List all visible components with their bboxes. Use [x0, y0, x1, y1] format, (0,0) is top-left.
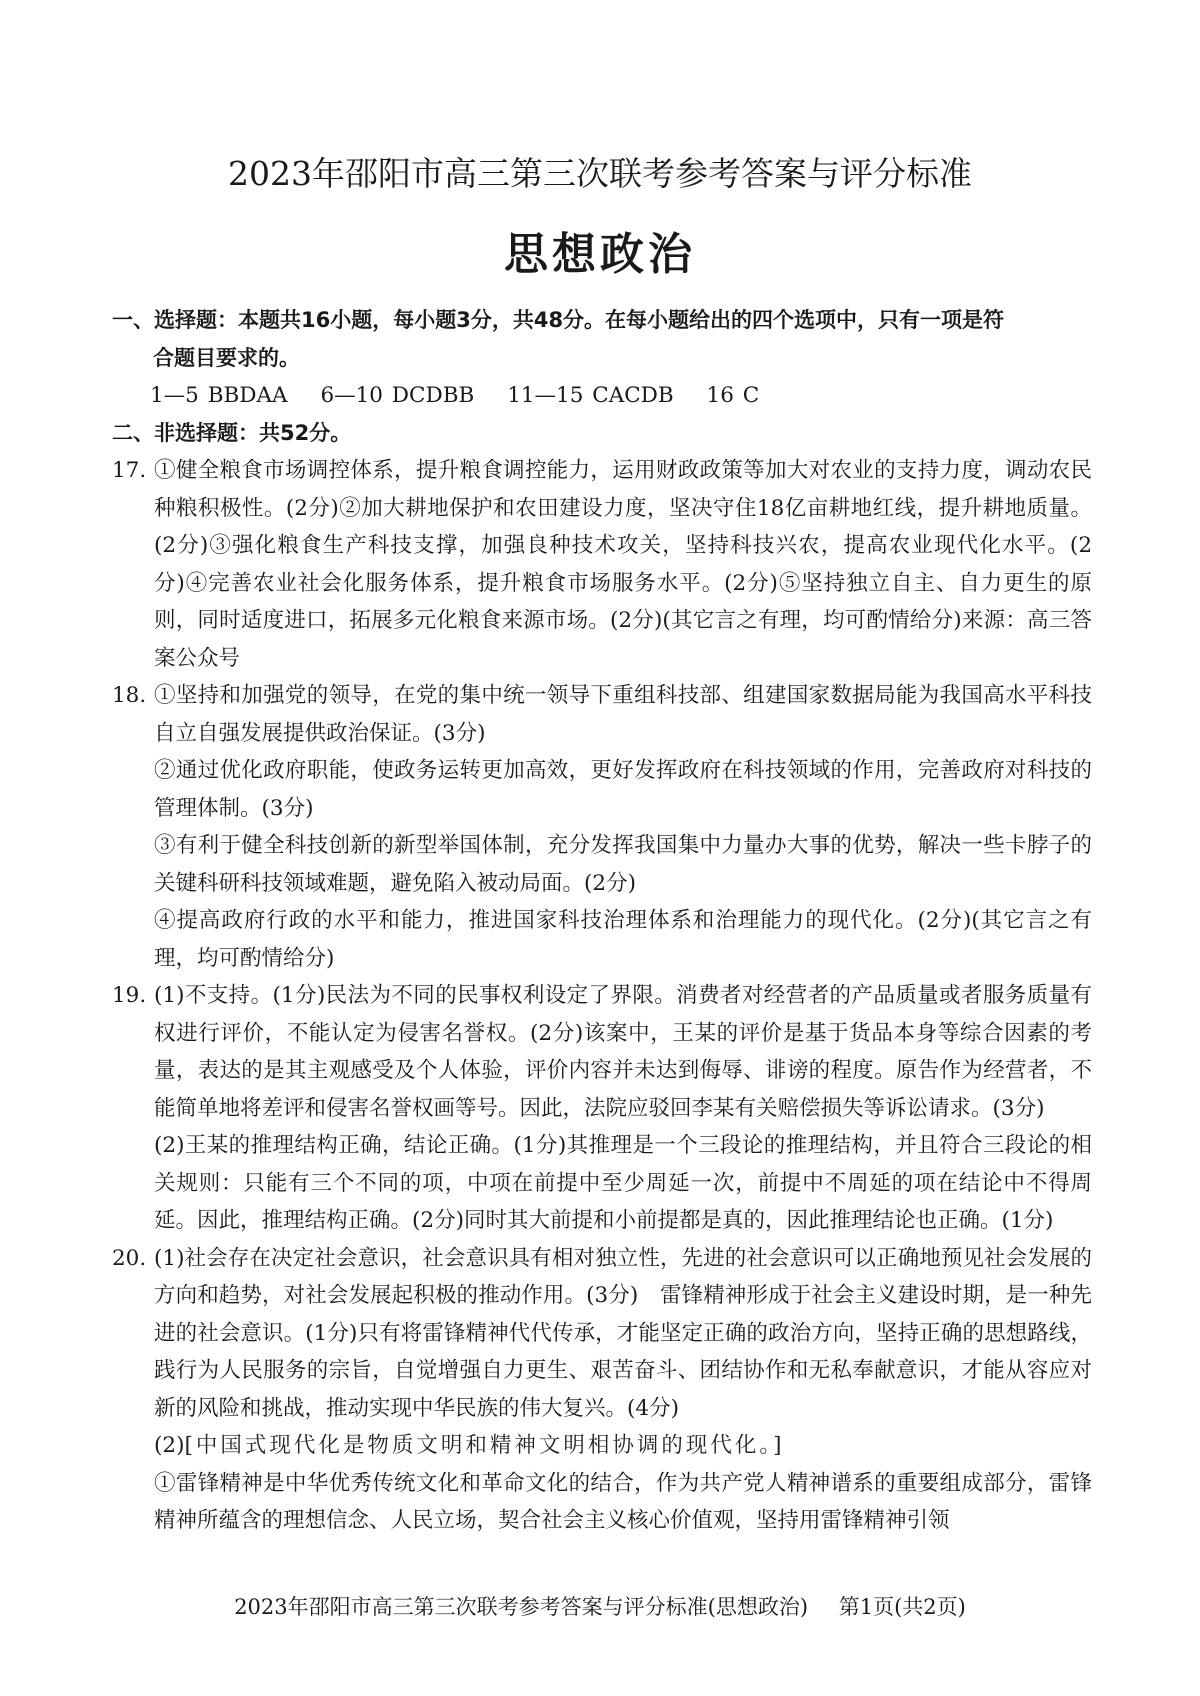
answer-part: (2)王某的推理结构正确，结论正确。(1分)其推理是一个三段论的推理结构，并且符合三段论的相关规则：只能有三个不同的项，中项在前提中至少周延一次，前提中不周延的项在结论中不得周延。因此，推理结构正确。(2分)同时其大前提和小前提都是真的，因此推理结论也正确。(1分): [154, 1133, 1092, 1233]
document-body: [112, 302, 1092, 1540]
answer-point: ③有利于健全科技创新的新型举国体制，充分发挥我国集中力量办大事的优势，解决一些卡脖子的关键科研科技领域难题，避免陷入被动局面。(2分): [154, 833, 1092, 896]
answer-part: (1)不支持。(1分)民法为不同的民事权利设定了界限。消费者对经营者的产品质量或者服务质量有权进行评价，不能认定为侵害名誉权。(2分)该案中，王某的评价是基于货品本身等综合因素的考量，表达的是其主观感受及个人体验，评价内容并未达到侮辱、诽谤的程度。原告作为经营者，不能简单地将差评和侵害名誉权画等号。因此，法院应驳回李某有关赔偿损失等诉讼请求。(3分): [154, 983, 1092, 1121]
answer-point: ①坚持和加强党的领导，在党的集中统一领导下重组科技部、组建国家数据局能为我国高水平科技自立自强发展提供政治保证。(3分): [154, 683, 1092, 746]
question-19: [112, 977, 1092, 1240]
answer-point: ④提高政府行政的水平和能力，推进国家科技治理体系和治理能力的现代化。(2分)(其它言之有理，均可酌情给分): [154, 908, 1092, 971]
question-17: [112, 452, 1092, 677]
section1-heading-line2: 合题目要求的。: [153, 345, 300, 370]
answer-key: [112, 377, 1092, 415]
subject-heading: 思想政治: [504, 229, 696, 280]
question-20: [112, 1240, 1092, 1540]
section1-heading: [112, 302, 1092, 377]
answer-part-2-header: [154, 1427, 1092, 1465]
document-title: 2023年邵阳市高三第三次联考参考答案与评分标准: [228, 154, 972, 193]
answer-group: 11—15 CACDB: [507, 383, 674, 408]
question-number: 19.: [112, 983, 147, 1008]
footer-doc-label: 2023年邵阳市高三第三次联考参考答案与评分标准(思想政治): [234, 1595, 809, 1619]
answer-point: ①雷锋精神是中华优秀传统文化和革命文化的结合，作为共产党人精神谱系的重要组成部分，雷锋精神所蕴含的理想信念、人民立场，契合社会主义核心价值观，坚持用雷锋精神引领: [154, 1470, 1092, 1533]
section1-heading-line1: 一、选择题：本题共16小题，每小题3分，共48分。在每小题给出的四个选项中，只有一项是符: [112, 308, 1005, 332]
question-number: 20.: [112, 1245, 147, 1271]
section2-heading: 二、非选择题：共52分。: [112, 420, 352, 445]
bracketed-theme: [中国式现代化是物质文明和精神文明相协调的现代化。]: [184, 1433, 785, 1458]
part-label: (2): [154, 1433, 185, 1458]
answer-point: ②通过优化政府职能，使政务运转更加高效，更好发挥政府在科技领域的作用，完善政府对科技的管理体制。(3分): [154, 758, 1092, 821]
question-number: 18.: [112, 683, 147, 708]
question-18: [112, 677, 1092, 977]
page-footer: [0, 1591, 1200, 1621]
answer-group: 16 C: [706, 383, 760, 408]
footer-page-number: 第1页(共2页): [838, 1595, 966, 1619]
answer-group: 6—10 DCDBB: [320, 383, 475, 408]
answer-part: (1)社会存在决定社会意识，社会意识具有相对独立性，先进的社会意识可以正确地预见社会发展的方向和趋势，对社会发展起积极的推动作用。(3分) 雷锋精神形成于社会主义建设时期，是一种先进的社会意识。(1分)只有将雷锋精神代代传承，才能坚定正确的政治方向，坚持正确的思想路线，践行为人民服务的宗旨，自觉增强自力更生、艰苦奋斗、团结协作和无私奉献意识，才能从容应对新的风险和挑战，推动实现中华民族的伟大复兴。(4分): [154, 1245, 1092, 1421]
answer-group: 1—5 BBDAA: [150, 383, 288, 408]
question-number: 17.: [112, 458, 147, 483]
question-17-answer: ①健全粮食市场调控体系，提升粮食调控能力，运用财政政策等加大对农业的支持力度，调动农民种粮积极性。(2分)②加大耕地保护和农田建设力度，坚决守住18亿亩耕地红线，提升耕地质量。(2分)③强化粮食生产科技支撑，加强良种技术攻关，坚持科技兴农，提高农业现代化水平。(2分)④完善农业社会化服务体系，提升粮食市场服务水平。(2分)⑤坚持独立自主、自力更生的原则，同时适度进口，拓展多元化粮食来源市场。(2分)(其它言之有理，均可酌情给分)来源：高三答案公众号: [154, 458, 1092, 671]
